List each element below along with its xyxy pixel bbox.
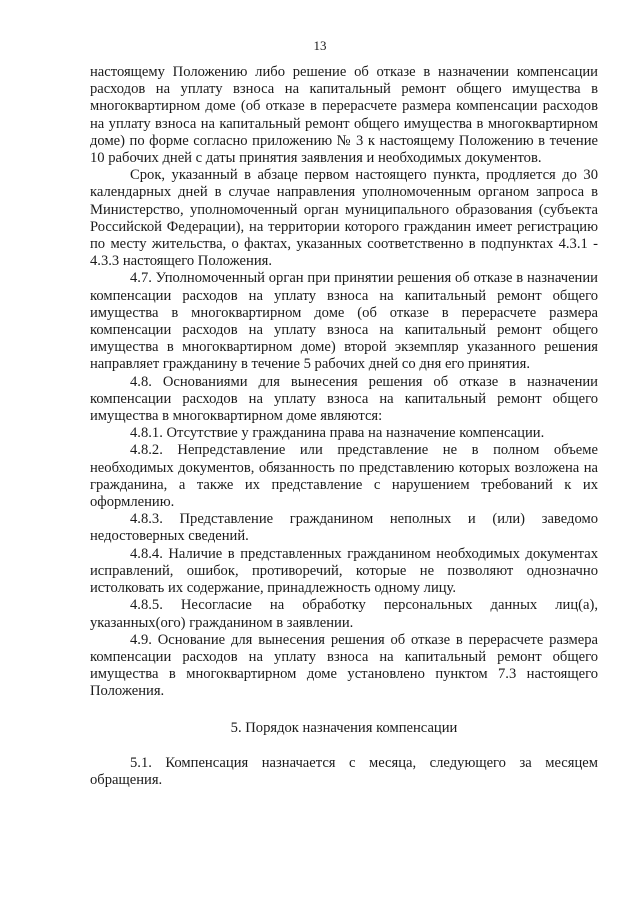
paragraph-5-1: 5.1. Компенсация назначается с месяца, следующего за месяцем обращения. [90,754,598,788]
page-number: 13 [313,38,327,53]
paragraph-continuation: настоящему Положению либо решение об отказе в назначении компенсации расходов на уплату взноса на капитальный ремонт общего имущества в многоквартирном доме (об отказе в перерасчете размера компенсации расходов на уплату взноса на капитальный ремонт общего имущества в многоквартирном доме) по форме согласно приложению № 3 к настоящему Положению в течение 10 рабочих дней с даты принятия заявления и необходимых документов. [90,64,598,167]
paragraph-term-extension: Срок, указанный в абзаце первом настоящего пункта, продляется до 30 календарных дней в случае направления уполномоченным органом запроса в Министерство, уполномоченный орган муниципального образования (субъекта Российской Федерации), на территории которого гражданин имеет регистрацию по месту жительства, о фактах, указанных соответственно в подпунктах 4.3.1 - 4.3.3 настоящего Положения. [90,167,598,270]
paragraph-4-8-3: 4.8.3. Представление гражданином неполных и (или) заведомо недостоверных сведений. [90,511,598,545]
paragraph-4-9: 4.9. Основание для вынесения решения об отказе в перерасчете размера компенсации расходов на уплату взноса на капитальный ремонт общего имущества в многоквартирном доме установлено пунктом 7.3 настоящего Положения. [90,631,598,700]
paragraph-4-7: 4.7. Уполномоченный орган при принятии решения об отказе в назначении компенсации расходов на уплату взноса на капитальный ремонт общего имущества в многоквартирном доме (об отказе в перерасчете размера компенсации расходов на уплату взноса на капитальный ремонт общего имущества в многоквартирном доме) второй экземпляр указанного решения направляет гражданину в течение 5 рабочих дней со дня его принятия. [90,270,598,373]
document-body [90,64,598,789]
paragraph-4-8-2: 4.8.2. Непредставление или представление не в полном объеме необходимых документов, обязанность по представлению которых возложена на гражданина, а также их представление с нарушением требований к их оформлению. [90,442,598,511]
paragraph-4-8-1: 4.8.1. Отсутствие у гражданина права на назначение компенсации. [130,425,545,442]
paragraph-4-8-5: 4.8.5. Несогласие на обработку персональных данных лиц(а), указанных(ого) гражданином в заявлении. [90,597,598,631]
paragraph-4-8: 4.8. Основаниями для вынесения решения об отказе в назначении компенсации расходов на уплату взноса на капитальный ремонт общего имущества в многоквартирном доме являются: [90,373,598,425]
section-heading: 5. Порядок назначения компенсации [230,719,458,736]
paragraph-4-8-4: 4.8.4. Наличие в представленных гражданином необходимых документах исправлений, ошибок, противоречий, которые не позволяют однозначно истолковать их содержание, принадлежность одному лицу. [90,545,598,597]
